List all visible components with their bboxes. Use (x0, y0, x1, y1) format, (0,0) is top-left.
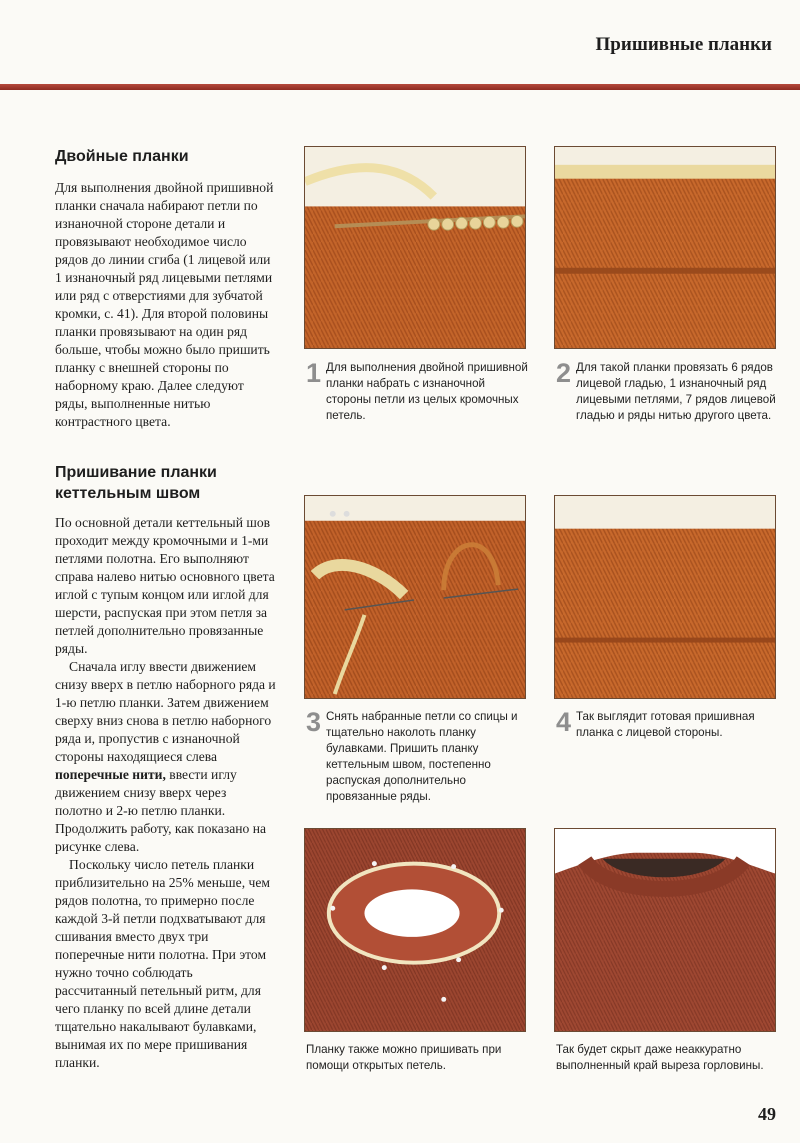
kettel-paragraph-3: Поскольку число петель планки приблизительно на 25% меньше, чем рядов полотна, то примерно после каждой 3-й петли подхватывают для сшивания вместо двух три поперечные нити полотна. При этом нужно точно соблюдать рассчитанный петельный ритм, для чего планку по всей длине детали тщательно накалывают булавками, вынимая их по мере пришивания планки. (55, 857, 270, 1070)
caption-2-text: Для такой планки провязать 6 рядов лицевой гладью, 1 изнаночный ряд лицевыми петлями, 7 рядов лицевой гладью и ряды нитью другого цвета. (576, 361, 776, 422)
double-bands-paragraph: Для выполнения двойной пришивной планки сначала набирают петли по изнаночной стороне детали и провязывают необходимое число рядов до линии сгиба (1 лицевой или 1 изнаночный ряд лицевыми петлями или ряд с отверстиями для зубчатой кромки, с. 41). Для второй половины планки провязывают на один ряд больше, чтобы можно было пришить планку с внешней стороны по наборному краю. Далее следуют ряды, выполненные нитью контрастного цвета. (55, 180, 274, 429)
photo-6-finished-neckline (554, 828, 776, 1032)
kettel-seam-text (55, 514, 277, 1072)
caption-6 (556, 1042, 778, 1074)
section-kettel-seam (55, 462, 277, 1072)
kettel-p2-end: ввести иглу движением снизу вверх через полотно и 2-ю петлю планки. Продолжить работу, как показано на рисунке слева. (55, 767, 267, 854)
caption-1-number: 1 (306, 358, 322, 388)
kettel-p2-bold: поперечные нити, (55, 767, 166, 782)
photo-5-open-loops-neckline (304, 828, 526, 1032)
caption-3-text: Снять набранные петли со спицы и тщательно наколоть планку булавками. Пришить планку кеттельным швом, постепенно распуская дополнительно провязанные ряды. (326, 710, 518, 803)
header-rule (0, 84, 800, 90)
section-title: Пришивные планки (595, 34, 772, 55)
photo-4-finished-band (554, 495, 776, 699)
heading-double-bands: Двойные планки (55, 148, 189, 165)
caption-2-number: 2 (556, 358, 572, 388)
caption-4-text: Так выглядит готовая пришивная планка с лицевой стороны. (576, 710, 755, 739)
caption-4 (556, 709, 778, 741)
caption-5 (306, 1042, 528, 1074)
page-number: 49 (758, 1104, 776, 1124)
photo-2-band-rows (554, 146, 776, 349)
caption-6-text: Так будет скрыт даже неаккуратно выполненный край выреза горловины. (556, 1043, 764, 1072)
photo-1-picked-up-stitches (304, 146, 526, 349)
faded-background-heading (80, 28, 89, 62)
photo-3-kettel-sewing (304, 495, 526, 699)
caption-3 (306, 709, 528, 805)
kettel-p2-start: Сначала иглу ввести движением снизу вверх в петлю наборного ряда и 1-ю петлю планки. Затем движением сверху вниз снова в петлю наборного ряда и, пропустив с изнаночной стороны находящиеся слева (55, 659, 276, 764)
double-bands-text (55, 179, 277, 431)
caption-1-text: Для выполнения двойной пришивной планки набрать с изнаночной стороны петли из целых кромочных петель. (326, 361, 528, 422)
section-double-bands (55, 146, 277, 431)
caption-5-text: Планку также можно пришивать при помощи открытых петель. (306, 1043, 502, 1072)
caption-2 (556, 360, 778, 424)
caption-4-number: 4 (556, 707, 572, 737)
caption-3-number: 3 (306, 707, 322, 737)
caption-1 (306, 360, 528, 424)
heading-kettel-seam: Пришивание планки кеттельным швом (55, 464, 217, 502)
kettel-paragraph-1: По основной детали кеттельный шов проходит между кромочными и 1-ми петлями полотна. Его выполняют справа налево нитью основного цвета иглой с тупым концом или иглой для шерсти, распуская при этом петля за петлей дополнительно провязанные ряды. (55, 515, 275, 656)
kettel-paragraph-2 (55, 658, 277, 856)
